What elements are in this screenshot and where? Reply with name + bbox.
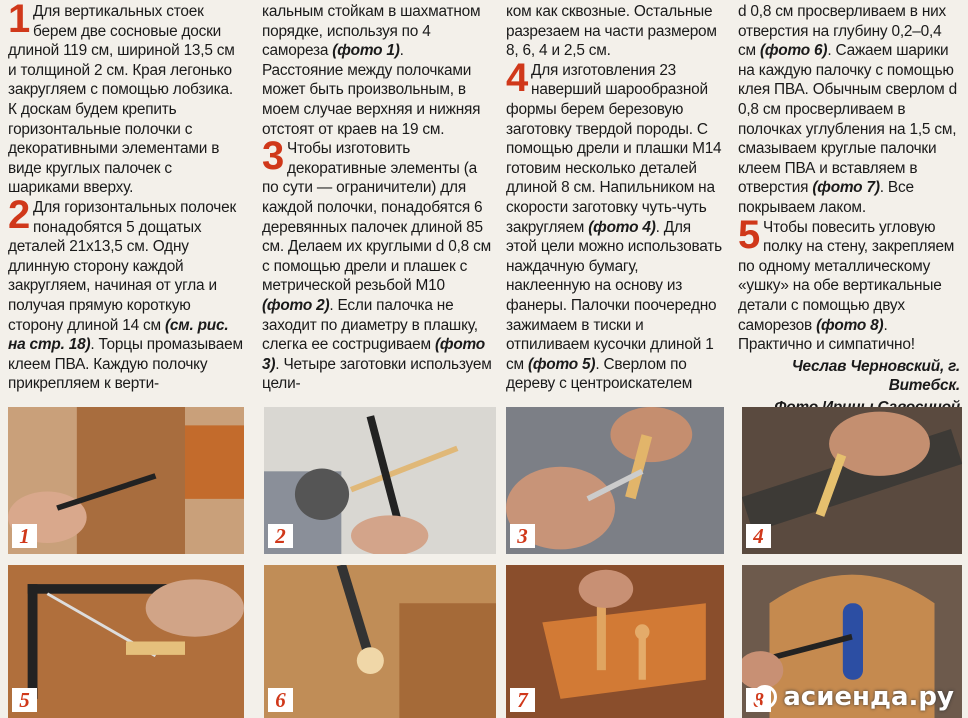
photo-4 xyxy=(742,407,962,554)
body-text: d 0,8 см просверливаем в них отверстия на глубину 0,2–0,4 см xyxy=(738,3,947,60)
photo-image xyxy=(742,407,962,554)
paragraph xyxy=(262,61,492,139)
watermark-text: асиенда.ру xyxy=(783,682,954,712)
paragraph xyxy=(738,2,960,218)
body-text: Для горизонтальных полочек понадобятся 5 дощатых деталей 21х13,5 см. Одну длинную сторону каждой закругляем, начиная от угла и получая прямую короткую сторону длиной 14 см xyxy=(8,198,237,334)
photo-number-badge: 3 xyxy=(510,524,535,548)
photo-3 xyxy=(506,407,724,554)
text-column-2 xyxy=(262,2,492,394)
photo-image xyxy=(264,565,496,718)
body-text: Чтобы изготовить декоративные элементы (а по сути — ограничители) для каждой полочки, понадобятся 6 деревянных палочек длиной 85 см. Делаем их круглыми d 0,8 см с помощью дрели и плашек с метрической резьбой М10 xyxy=(262,140,491,295)
body-text: . Четыре заготовки используем цели- xyxy=(262,355,492,393)
text-column-1 xyxy=(8,2,244,394)
photo-image xyxy=(8,407,244,554)
text-column-3 xyxy=(506,2,724,394)
step-number: 2 xyxy=(8,192,31,237)
body-text: кальным стойкам в шахматном порядке, используя по 4 самореза xyxy=(262,3,481,60)
body-text: Расстояние между полочками может быть произвольным, в моем случае верхняя и нижняя отстоят от краев на 19 см. xyxy=(262,61,481,138)
step-paragraph xyxy=(506,55,724,394)
photo-image xyxy=(264,407,496,554)
body-text: . Если палочка не заходит по диаметру в плашку, слегка ее сострugиваем xyxy=(262,296,478,354)
body-text: . Для этой цели можно использовать наждачную бумагу, наклеенную на основу из фанеры. Палочки поочередно зажимаем в тиски и отпиливаем кусочки длиной 1 см xyxy=(506,218,722,373)
paragraph xyxy=(262,2,492,61)
step-number: 5 xyxy=(738,212,761,257)
photo-image xyxy=(506,565,724,718)
photo-image xyxy=(8,565,244,718)
photo-number-badge: 6 xyxy=(268,688,293,712)
body-text: . xyxy=(399,42,404,60)
photo-reference: (фото 4) xyxy=(588,218,656,236)
step-number: 3 xyxy=(262,134,285,179)
step-paragraph xyxy=(8,192,244,394)
body-text: Для изготовления 23 наверший шарообразной формы берем березовую заготовку твердой породы. С помощью дрели и плашки М14 готовим несколько деталей длиной 8 см. Напильником на скорости заготовку чуть-чуть закругляем xyxy=(506,61,722,236)
body-text: Для вертикальных стоек берем две сосновые доски длиной 119 см, шириной 13,5 см и толщиной 2 см. Края легонько закругляем с помощью лобзика. К доскам будем крепить горизонтальные полочки с декоративными элементами в виде круглых палочек с шариками вверху. xyxy=(8,3,235,197)
photo-5 xyxy=(8,565,244,718)
step-number: 4 xyxy=(506,55,529,100)
photo-reference: (фото 2) xyxy=(262,296,330,314)
body-text: . Сажаем шарики на каждую палочку с помощью клея ПВА. Обычным сверлом d 0,8 см просверливаем в полочках углубления на 1,5 см, смазываем круглые палочки клеем ПВА и вставляем в отверстия xyxy=(738,42,957,197)
watermark xyxy=(783,682,954,712)
step-paragraph xyxy=(738,212,960,355)
step-number: 1 xyxy=(8,0,31,41)
photo-reference: (фото 7) xyxy=(812,179,880,197)
photo-reference: (фото 6) xyxy=(759,42,828,60)
step-paragraph xyxy=(262,134,492,394)
photo-image xyxy=(506,407,724,554)
body-text: . Сверлом по дереву с центроискателем xyxy=(506,355,693,393)
photo-7 xyxy=(506,565,724,718)
photo-2 xyxy=(264,407,496,554)
photo-reference: (фото 3) xyxy=(262,336,486,373)
body-text: . Торцы промазываем клеем ПВА. Каждую полочку прикрепляем к верти- xyxy=(8,336,243,393)
author-credit: Чеслав Черновский, г. Витебск. xyxy=(791,357,960,395)
photo-number-badge: 1 xyxy=(12,524,37,548)
body-text: . Практично и симпатично! xyxy=(738,316,915,354)
photo-number-badge: 5 xyxy=(12,688,37,712)
step-paragraph xyxy=(8,2,244,198)
photo-reference: (фото 5) xyxy=(527,355,596,373)
body-text: Чтобы повесить угловую полку на стену, закрепляем по одному металлическому «ушку» на обе вертикальные детали с помощью двух саморезов xyxy=(738,218,955,334)
photo-number-badge: 2 xyxy=(268,524,293,548)
text-column-4 xyxy=(738,2,960,417)
body-text: . Все покрываем лаком. xyxy=(738,179,914,216)
photo-1 xyxy=(8,407,244,554)
body-text: ком как сквозные. Остальные разрезаем на части размером 8, 6, 4 и 2,5 см. xyxy=(506,3,717,60)
photo-number-badge: 4 xyxy=(746,524,771,548)
photo-number-badge: 8 xyxy=(746,688,771,712)
paragraph xyxy=(506,2,724,61)
photo-reference: (см. рис. на стр. 18) xyxy=(8,316,229,354)
photo-number-badge: 7 xyxy=(510,688,535,712)
photo-6 xyxy=(264,565,496,718)
photo-reference: (фото 8) xyxy=(816,316,884,334)
photo-reference: (фото 1) xyxy=(332,42,400,60)
